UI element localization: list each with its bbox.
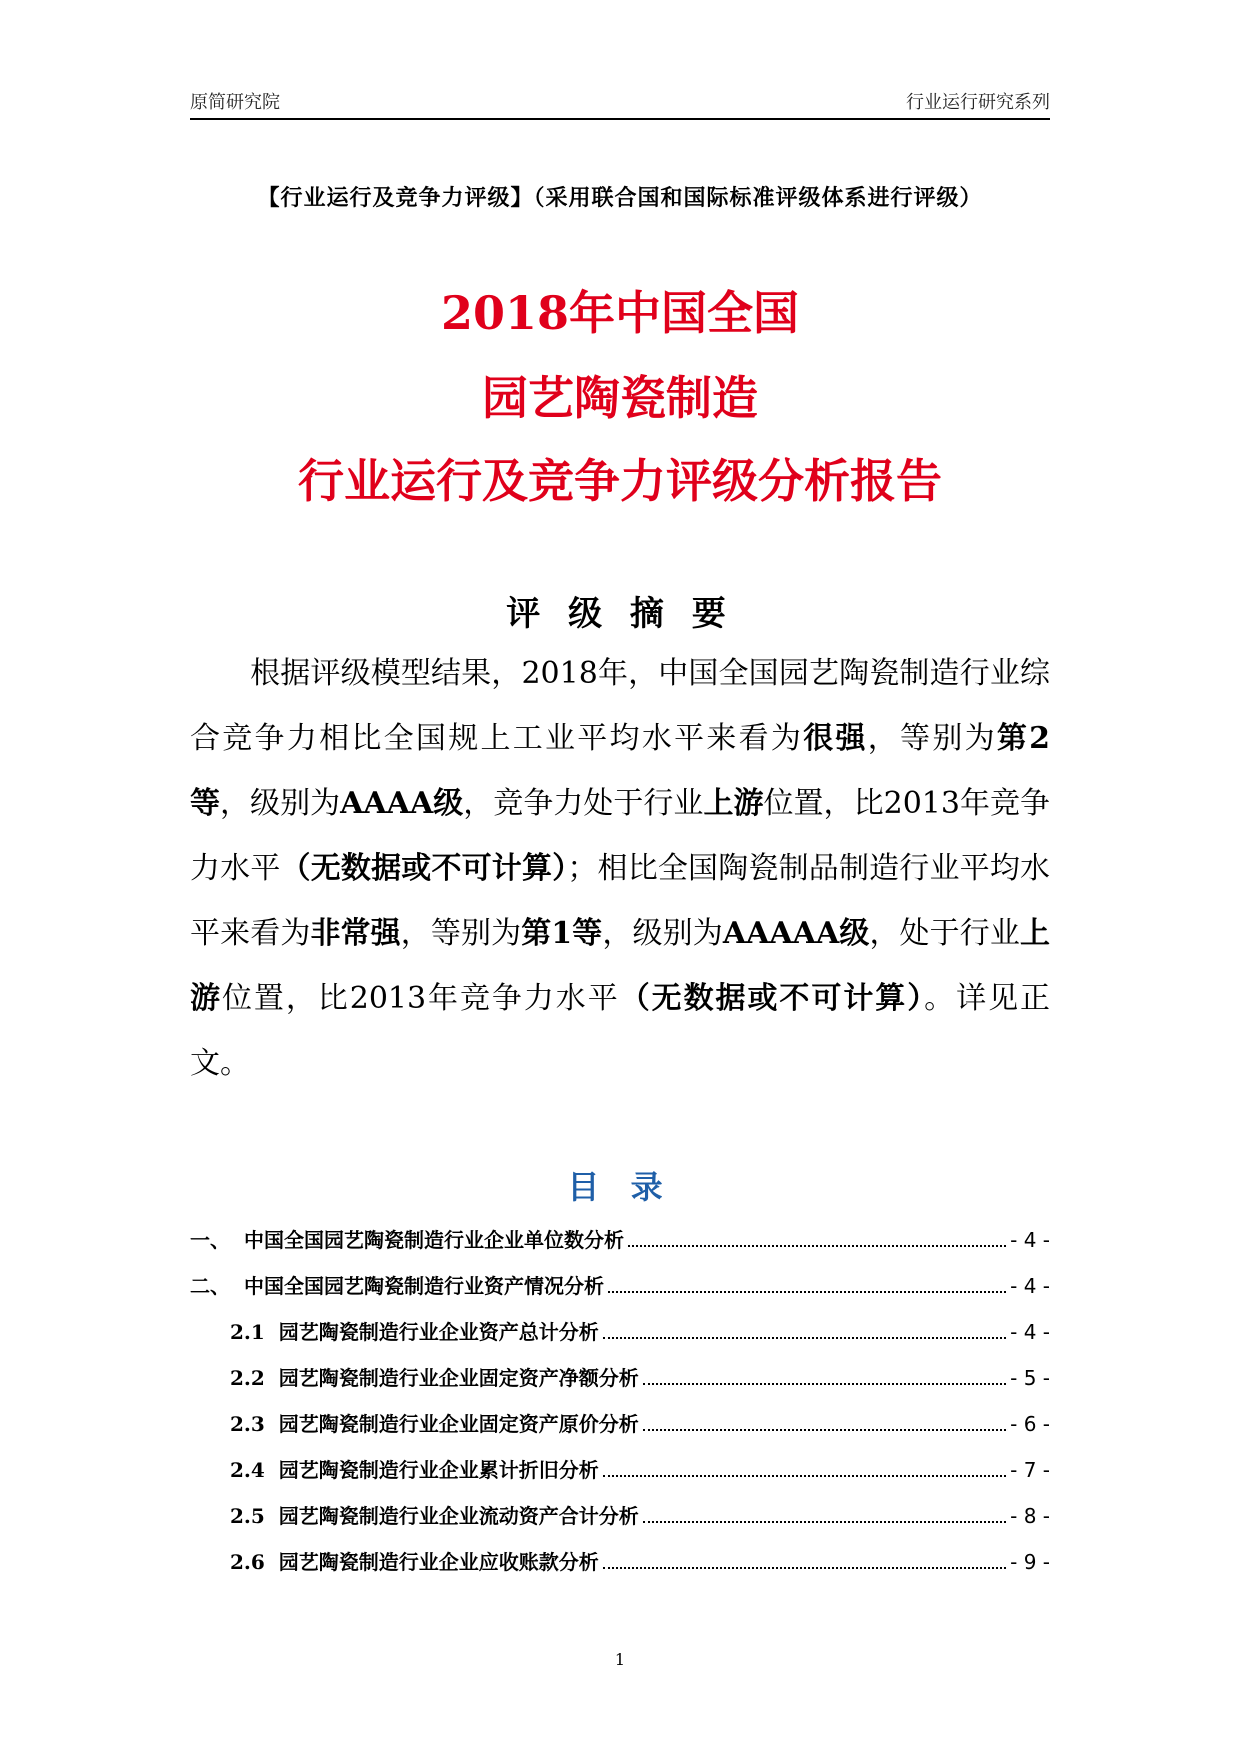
rating-note: 【行业运行及竞争力评级】（采用联合国和国际标准评级体系进行评级） <box>257 185 983 211</box>
toc-item-title: 园艺陶瓷制造行业企业固定资产原价分析 <box>278 1412 639 1436</box>
toc-item-page: - 4 - <box>1010 1320 1050 1344</box>
summary-bold: （无数据或不可计算） <box>280 851 568 886</box>
summary-bold: 上游 <box>190 916 1050 1016</box>
toc-item[interactable] <box>190 1316 1050 1362</box>
toc-item[interactable] <box>190 1408 1050 1454</box>
summary-bold: AAAAA级 <box>722 916 870 951</box>
toc-leader-dots <box>608 1290 1006 1293</box>
summary-text: 位置，比2013年竞争力水平 <box>190 786 1051 886</box>
toc-leader-dots <box>643 1382 1006 1385</box>
toc-item-number: 2.4 <box>230 1458 265 1482</box>
toc-item[interactable] <box>190 1224 1050 1270</box>
header-divider <box>190 118 1050 120</box>
summary-bold: 第2等 <box>190 721 1051 821</box>
summary-text: 。详见正文。 <box>190 981 1051 1081</box>
toc-leader-dots <box>603 1336 1006 1339</box>
report-title-line-3: 行业运行及竞争力评级分析报告 <box>298 454 942 508</box>
toc-item-number: 二、 <box>190 1274 230 1298</box>
toc-item-page: - 4 - <box>1010 1274 1050 1298</box>
toc-item[interactable] <box>190 1500 1050 1546</box>
toc-heading: 目 录 <box>567 1168 673 1206</box>
summary-text: 位置，比2013年竞争力水平 <box>221 981 620 1016</box>
summary-text: ，竞争力处于行业 <box>463 786 704 821</box>
toc-item-title: 中国全国园艺陶瓷制造行业企业单位数分析 <box>244 1228 624 1252</box>
toc-item[interactable] <box>190 1546 1050 1592</box>
summary-bold: 很强 <box>803 721 868 756</box>
toc-item-title: 中国全国园艺陶瓷制造行业资产情况分析 <box>244 1274 604 1298</box>
report-title-line-1: 2018年中国全国 <box>440 286 800 340</box>
toc-item[interactable] <box>190 1454 1050 1500</box>
toc-leader-dots <box>603 1566 1006 1569</box>
toc-item-page: - 8 - <box>1010 1504 1050 1528</box>
toc-item-page: - 7 - <box>1010 1458 1050 1482</box>
toc-item[interactable] <box>190 1362 1050 1408</box>
summary-text: ，等别为 <box>400 916 522 951</box>
toc-leader-dots <box>643 1520 1006 1523</box>
toc-item-number: 2.1 <box>230 1320 265 1344</box>
toc-item-number: 一、 <box>190 1228 230 1252</box>
toc-item-page: - 5 - <box>1010 1366 1050 1390</box>
toc-item-number: 2.2 <box>230 1366 265 1390</box>
summary-bold: （无数据或不可计算） <box>619 981 925 1016</box>
summary-text: ，级别为 <box>220 786 341 821</box>
summary-paragraph <box>190 641 1050 1096</box>
toc-item-number: 2.6 <box>230 1550 265 1574</box>
report-title-line-2: 园艺陶瓷制造 <box>482 371 758 425</box>
toc-item-page: - 9 - <box>1010 1550 1050 1574</box>
summary-text: 根据评级模型结果，2018年，中国全国园艺陶瓷制造行业综合竞争力相比全国规上工业平均水平来看为 <box>190 656 1050 756</box>
toc-item-page: - 6 - <box>1010 1412 1050 1436</box>
toc-item-number: 2.5 <box>230 1504 265 1528</box>
summary-heading: 评 级 摘 要 <box>506 594 734 634</box>
summary-bold: AAAA级 <box>340 786 464 821</box>
toc-item[interactable] <box>190 1270 1050 1316</box>
header-organization: 原简研究院 <box>190 92 280 113</box>
summary-text: ，等别为 <box>867 721 997 756</box>
page-number: 1 <box>614 1650 626 1669</box>
header-series: 行业运行研究系列 <box>906 92 1050 113</box>
toc-item-title: 园艺陶瓷制造行业企业流动资产合计分析 <box>278 1504 639 1528</box>
summary-text: ；相比全国陶瓷制品制造行业平均水平来看为 <box>190 851 1051 951</box>
toc-leader-dots <box>628 1244 1006 1247</box>
toc-item-page: - 4 - <box>1010 1228 1050 1252</box>
toc-leader-dots <box>603 1474 1006 1477</box>
toc-item-title: 园艺陶瓷制造行业企业资产总计分析 <box>278 1320 599 1344</box>
toc-leader-dots <box>643 1428 1006 1431</box>
summary-text: ，级别为 <box>602 916 723 951</box>
summary-bold: 第1等 <box>521 916 603 951</box>
toc-item-title: 园艺陶瓷制造行业企业固定资产净额分析 <box>278 1366 639 1390</box>
toc-item-title: 园艺陶瓷制造行业企业累计折旧分析 <box>278 1458 599 1482</box>
summary-bold: 非常强 <box>310 916 401 951</box>
toc-item-number: 2.3 <box>230 1412 265 1436</box>
table-of-contents <box>190 1224 1050 1592</box>
toc-item-title: 园艺陶瓷制造行业企业应收账款分析 <box>278 1550 599 1574</box>
summary-text: ，处于行业 <box>869 916 1020 951</box>
summary-bold: 上游 <box>703 786 764 821</box>
